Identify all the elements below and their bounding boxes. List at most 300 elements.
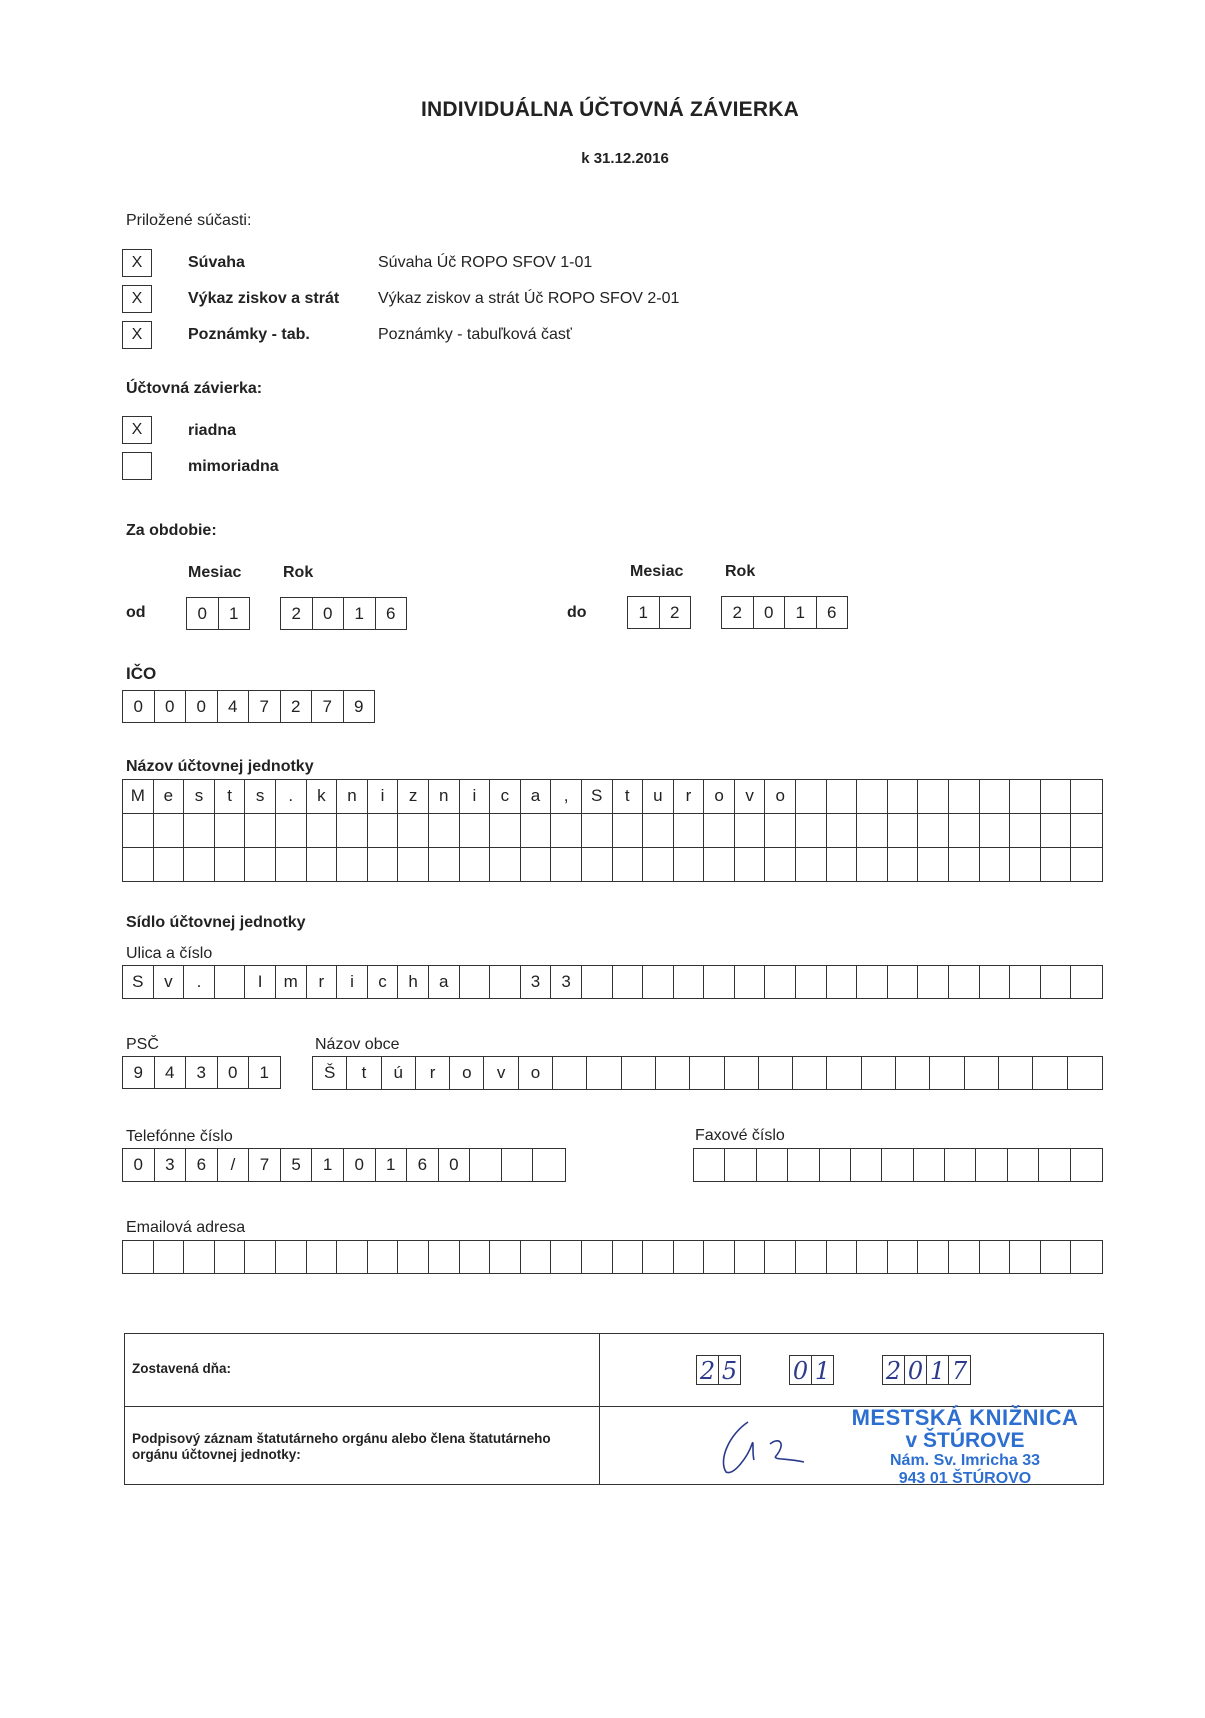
to-label: do <box>567 604 587 621</box>
digit-cell: 9 <box>344 690 376 723</box>
digit-cell: 0 <box>155 690 187 723</box>
compiled-year-field[interactable] <box>882 1355 971 1385</box>
statement-name-riadna: riadna <box>188 422 237 439</box>
compiled-label: Zostavená dňa: <box>132 1361 232 1376</box>
street-label: Ulica a číslo <box>126 945 213 962</box>
statement-checkbox-riadna[interactable]: X <box>122 416 152 444</box>
char-cell: , <box>551 780 582 813</box>
digit-cell: 1 <box>927 1355 949 1385</box>
char-cell <box>1010 966 1041 998</box>
char-cell: z <box>398 780 429 813</box>
char-cell: n <box>337 780 368 813</box>
document-title: INDIVIDUÁLNA ÚČTOVNÁ ZÁVIERKA <box>421 98 799 121</box>
char-cell <box>460 966 491 998</box>
char-cell <box>757 1149 788 1181</box>
char-cell <box>862 1057 896 1089</box>
char-cell <box>674 848 705 881</box>
char-cell <box>1010 814 1041 847</box>
char-cell: 6 <box>407 1149 439 1181</box>
char-cell: m <box>276 966 307 998</box>
stamp-line-4: 943 01 ŠTÚROVO <box>898 1470 1032 1487</box>
char-cell <box>490 848 521 881</box>
char-cell: M <box>123 780 154 813</box>
char-cell <box>368 848 399 881</box>
digit-cell: 2 <box>883 1355 905 1385</box>
char-cell <box>123 1241 154 1273</box>
char-cell <box>337 814 368 847</box>
char-cell <box>368 1241 399 1273</box>
char-cell <box>582 1241 613 1273</box>
char-cell: 3 <box>155 1149 187 1181</box>
char-cell <box>1071 780 1102 813</box>
char-cell <box>674 966 705 998</box>
char-cell: i <box>460 780 491 813</box>
char-cell <box>949 814 980 847</box>
char-cell <box>245 848 276 881</box>
char-cell: s <box>184 780 215 813</box>
char-cell <box>857 848 888 881</box>
char-cell: c <box>368 966 399 998</box>
char-cell <box>587 1057 621 1089</box>
char-cell <box>337 848 368 881</box>
char-cell <box>918 966 949 998</box>
char-cell <box>1041 966 1072 998</box>
attachment-desc-vykaz: Výkaz ziskov a strát Úč ROPO SFOV 2-01 <box>378 290 680 307</box>
psc-label: PSČ <box>126 1036 159 1053</box>
char-cell <box>613 848 644 881</box>
char-cell: u <box>643 780 674 813</box>
statement-name-mimoriadna: mimoriadna <box>188 458 279 475</box>
char-cell: r <box>307 966 338 998</box>
char-cell <box>725 1149 756 1181</box>
organization-stamp <box>815 1406 1115 1488</box>
char-cell <box>827 1057 861 1089</box>
char-cell <box>1008 1149 1039 1181</box>
char-cell <box>930 1057 964 1089</box>
statement-type-label: Účtovná závierka: <box>126 380 263 397</box>
char-cell <box>980 1241 1011 1273</box>
char-cell: Š <box>313 1057 347 1089</box>
char-cell: S <box>582 780 613 813</box>
fax-label: Faxové číslo <box>695 1127 785 1144</box>
char-cell <box>123 814 154 847</box>
char-cell <box>765 1241 796 1273</box>
char-cell <box>1071 814 1102 847</box>
char-cell <box>307 814 338 847</box>
char-cell: S <box>123 966 154 998</box>
digit-cell: 0 <box>187 597 219 630</box>
char-cell <box>918 1241 949 1273</box>
from-month-field[interactable] <box>186 597 250 630</box>
char-cell <box>276 848 307 881</box>
char-cell <box>656 1057 690 1089</box>
digit-cell: 0 <box>790 1355 812 1385</box>
char-cell <box>215 814 246 847</box>
char-cell <box>796 780 827 813</box>
digit-cell: 2 <box>281 597 313 630</box>
char-cell <box>1071 848 1102 881</box>
char-cell <box>490 1241 521 1273</box>
digit-cell: 1 <box>628 596 660 629</box>
char-cell <box>882 1149 913 1181</box>
char-cell <box>1071 966 1102 998</box>
char-cell: t <box>347 1057 381 1089</box>
digit-cell: 7 <box>312 690 344 723</box>
char-cell: v <box>735 780 766 813</box>
char-cell <box>827 780 858 813</box>
char-cell: h <box>398 966 429 998</box>
char-cell: 3 <box>521 966 552 998</box>
char-cell: a <box>521 780 552 813</box>
attachments-label: Priložené súčasti: <box>126 212 252 229</box>
street-field[interactable] <box>122 965 1103 999</box>
attachment-name-suvaha: Súvaha <box>188 254 245 271</box>
city-field[interactable] <box>312 1056 1103 1090</box>
address-label: Sídlo účtovnej jednotky <box>126 914 306 931</box>
statement-checkbox-mimoriadna[interactable] <box>122 452 152 480</box>
char-cell: 5 <box>281 1149 313 1181</box>
attachment-checkbox-vykaz[interactable]: X <box>122 285 152 313</box>
char-cell <box>965 1057 999 1089</box>
table-divider <box>599 1334 600 1484</box>
char-cell <box>398 848 429 881</box>
char-cell <box>735 1241 766 1273</box>
char-cell <box>827 814 858 847</box>
digit-cell: 4 <box>155 1056 187 1089</box>
char-cell <box>1041 780 1072 813</box>
char-cell <box>793 1057 827 1089</box>
from-label: od <box>126 604 146 621</box>
char-cell <box>765 848 796 881</box>
char-cell <box>796 848 827 881</box>
attachment-desc-poznamky: Poznámky - tabuľková časť <box>378 326 572 343</box>
char-cell <box>184 1241 215 1273</box>
signature-label: Podpisový záznam štatutárneho orgánu alebo člena štatutárneho orgánu účtovnej jednotky: <box>132 1431 551 1462</box>
char-cell <box>888 780 919 813</box>
char-cell <box>796 814 827 847</box>
char-cell <box>694 1149 725 1181</box>
char-cell: t <box>215 780 246 813</box>
char-cell <box>429 1241 460 1273</box>
digit-cell: 2 <box>722 596 754 629</box>
signature-table <box>124 1333 1104 1485</box>
ico-label: IČO <box>126 664 157 683</box>
attachment-checkbox-suvaha[interactable]: X <box>122 249 152 277</box>
signature-icon <box>708 1414 818 1476</box>
char-cell <box>470 1149 502 1181</box>
phone-field[interactable] <box>122 1148 566 1182</box>
char-cell: 0 <box>123 1149 155 1181</box>
char-cell <box>1071 1241 1102 1273</box>
char-cell <box>999 1057 1033 1089</box>
from-year-field[interactable] <box>280 597 407 630</box>
char-cell: c <box>490 780 521 813</box>
char-cell <box>245 814 276 847</box>
char-cell <box>643 1241 674 1273</box>
char-cell: 1 <box>312 1149 344 1181</box>
document-date: k 31.12.2016 <box>581 150 669 167</box>
digit-cell: 7 <box>249 690 281 723</box>
phone-label: Telefónne číslo <box>126 1128 233 1145</box>
char-cell <box>851 1149 882 1181</box>
char-cell <box>184 814 215 847</box>
char-cell <box>725 1057 759 1089</box>
char-cell <box>154 848 185 881</box>
char-cell <box>976 1149 1007 1181</box>
char-cell <box>429 848 460 881</box>
char-cell: v <box>154 966 185 998</box>
char-cell <box>690 1057 724 1089</box>
char-cell <box>896 1057 930 1089</box>
email-label: Emailová adresa <box>126 1219 246 1236</box>
char-cell: o <box>765 780 796 813</box>
stamp-line-3: Nám. Sv. Imricha 33 <box>890 1452 1040 1469</box>
char-cell <box>674 1241 705 1273</box>
char-cell <box>643 848 674 881</box>
char-cell <box>788 1149 819 1181</box>
from-year-label: Rok <box>283 564 314 581</box>
char-cell <box>857 1241 888 1273</box>
char-cell <box>533 1149 565 1181</box>
char-cell <box>276 1241 307 1273</box>
char-cell <box>888 814 919 847</box>
char-cell <box>154 1241 185 1273</box>
stamp-line-2: v ŠTÚROVE <box>905 1429 1025 1452</box>
entity-name-row <box>123 814 1102 848</box>
char-cell <box>460 1241 491 1273</box>
char-cell <box>980 814 1011 847</box>
char-cell <box>1010 1241 1041 1273</box>
char-cell <box>980 966 1011 998</box>
char-cell <box>949 966 980 998</box>
char-cell <box>553 1057 587 1089</box>
from-month-label: Mesiac <box>188 564 242 581</box>
digit-cell: 6 <box>376 597 408 630</box>
digit-cell: 1 <box>219 597 251 630</box>
char-cell: n <box>429 780 460 813</box>
char-cell <box>759 1057 793 1089</box>
char-cell <box>643 814 674 847</box>
digit-cell: 0 <box>905 1355 927 1385</box>
char-cell <box>490 814 521 847</box>
char-cell <box>857 966 888 998</box>
char-cell <box>1041 1241 1072 1273</box>
digit-cell: 2 <box>697 1355 719 1385</box>
char-cell <box>704 814 735 847</box>
char-cell <box>551 814 582 847</box>
char-cell: e <box>154 780 185 813</box>
char-cell <box>1041 848 1072 881</box>
digit-cell: 9 <box>123 1056 155 1089</box>
char-cell <box>490 966 521 998</box>
city-label: Názov obce <box>315 1036 400 1053</box>
char-cell <box>521 848 552 881</box>
period-label: Za obdobie: <box>126 522 217 539</box>
char-cell <box>1039 1149 1070 1181</box>
char-cell: 3 <box>551 966 582 998</box>
char-cell <box>735 966 766 998</box>
digit-cell: 0 <box>313 597 345 630</box>
char-cell <box>551 1241 582 1273</box>
char-cell: 1 <box>376 1149 408 1181</box>
char-cell <box>622 1057 656 1089</box>
char-cell: 0 <box>344 1149 376 1181</box>
char-cell <box>918 780 949 813</box>
char-cell: 0 <box>439 1149 471 1181</box>
char-cell <box>460 814 491 847</box>
char-cell <box>949 848 980 881</box>
char-cell <box>674 814 705 847</box>
char-cell <box>827 1241 858 1273</box>
attachment-desc-suvaha: Súvaha Úč ROPO SFOV 1-01 <box>378 254 593 271</box>
char-cell: 7 <box>249 1149 281 1181</box>
char-cell <box>888 1241 919 1273</box>
char-cell: i <box>337 966 368 998</box>
char-cell: k <box>307 780 338 813</box>
entity-name-label: Názov účtovnej jednotky <box>126 758 314 775</box>
entity-name-field[interactable] <box>122 779 1103 882</box>
char-cell <box>914 1149 945 1181</box>
char-cell <box>123 848 154 881</box>
digit-cell: 1 <box>344 597 376 630</box>
char-cell <box>1033 1057 1067 1089</box>
char-cell <box>704 1241 735 1273</box>
char-cell <box>215 848 246 881</box>
char-cell <box>307 1241 338 1273</box>
char-cell: r <box>416 1057 450 1089</box>
digit-cell: 5 <box>719 1355 741 1385</box>
char-cell <box>184 848 215 881</box>
char-cell: r <box>674 780 705 813</box>
digit-cell: 3 <box>186 1056 218 1089</box>
char-cell: t <box>613 780 644 813</box>
char-cell <box>918 814 949 847</box>
fax-field[interactable] <box>693 1148 1103 1182</box>
char-cell <box>949 780 980 813</box>
compiled-month-field[interactable] <box>789 1355 834 1385</box>
digit-cell: 4 <box>218 690 250 723</box>
char-cell <box>980 848 1011 881</box>
char-cell <box>154 814 185 847</box>
char-cell <box>337 1241 368 1273</box>
char-cell <box>643 966 674 998</box>
attachment-name-poznamky: Poznámky - tab. <box>188 326 310 343</box>
psc-field[interactable] <box>122 1056 281 1089</box>
char-cell <box>735 848 766 881</box>
char-cell <box>1010 780 1041 813</box>
char-cell <box>888 966 919 998</box>
to-month-label: Mesiac <box>630 563 684 580</box>
char-cell <box>704 966 735 998</box>
char-cell <box>796 966 827 998</box>
char-cell <box>827 848 858 881</box>
digit-cell: 0 <box>123 690 155 723</box>
char-cell <box>215 1241 246 1273</box>
char-cell <box>398 814 429 847</box>
char-cell <box>429 814 460 847</box>
char-cell: o <box>519 1057 553 1089</box>
char-cell <box>398 1241 429 1273</box>
char-cell <box>613 814 644 847</box>
char-cell <box>245 1241 276 1273</box>
digit-cell: 6 <box>817 596 849 629</box>
ico-field[interactable] <box>122 690 375 723</box>
char-cell: 6 <box>186 1149 218 1181</box>
email-field[interactable] <box>122 1240 1103 1274</box>
char-cell: i <box>368 780 399 813</box>
char-cell <box>765 966 796 998</box>
to-year-label: Rok <box>725 563 756 580</box>
char-cell <box>765 814 796 847</box>
char-cell <box>1068 1057 1102 1089</box>
char-cell <box>827 966 858 998</box>
digit-cell: 0 <box>754 596 786 629</box>
char-cell: s <box>245 780 276 813</box>
digit-cell: 1 <box>785 596 817 629</box>
char-cell <box>460 848 491 881</box>
char-cell <box>368 814 399 847</box>
entity-name-row <box>123 780 1102 814</box>
char-cell <box>796 1241 827 1273</box>
char-cell <box>551 848 582 881</box>
char-cell <box>1071 1149 1102 1181</box>
digit-cell: 0 <box>218 1056 250 1089</box>
char-cell: v <box>484 1057 518 1089</box>
char-cell: o <box>704 780 735 813</box>
char-cell: . <box>184 966 215 998</box>
digit-cell: 1 <box>812 1355 834 1385</box>
char-cell <box>1041 814 1072 847</box>
digit-cell: 1 <box>249 1056 281 1089</box>
to-year-field[interactable] <box>721 596 848 629</box>
attachment-checkbox-poznamky[interactable]: X <box>122 321 152 349</box>
char-cell: a <box>429 966 460 998</box>
char-cell <box>1010 848 1041 881</box>
char-cell <box>613 1241 644 1273</box>
char-cell <box>945 1149 976 1181</box>
entity-name-row <box>123 848 1102 881</box>
char-cell <box>949 1241 980 1273</box>
stamp-line-1: MESTSKÁ KNIŽNICA <box>851 1405 1079 1430</box>
digit-cell: 2 <box>281 690 313 723</box>
char-cell <box>980 780 1011 813</box>
char-cell: ú <box>382 1057 416 1089</box>
digit-cell: 0 <box>186 690 218 723</box>
to-month-field[interactable] <box>627 596 691 629</box>
char-cell <box>521 1241 552 1273</box>
char-cell <box>502 1149 534 1181</box>
char-cell <box>521 814 552 847</box>
char-cell <box>307 848 338 881</box>
char-cell <box>735 814 766 847</box>
attachment-name-vykaz: Výkaz ziskov a strát <box>188 290 340 307</box>
char-cell <box>215 966 246 998</box>
char-cell <box>704 848 735 881</box>
compiled-day-field[interactable] <box>696 1355 741 1385</box>
char-cell <box>820 1149 851 1181</box>
char-cell: / <box>218 1149 250 1181</box>
digit-cell: 2 <box>660 596 692 629</box>
char-cell <box>857 814 888 847</box>
char-cell <box>276 814 307 847</box>
char-cell: I <box>245 966 276 998</box>
char-cell <box>582 966 613 998</box>
char-cell <box>918 848 949 881</box>
char-cell <box>888 848 919 881</box>
char-cell: . <box>276 780 307 813</box>
char-cell <box>582 848 613 881</box>
digit-cell: 7 <box>949 1355 971 1385</box>
